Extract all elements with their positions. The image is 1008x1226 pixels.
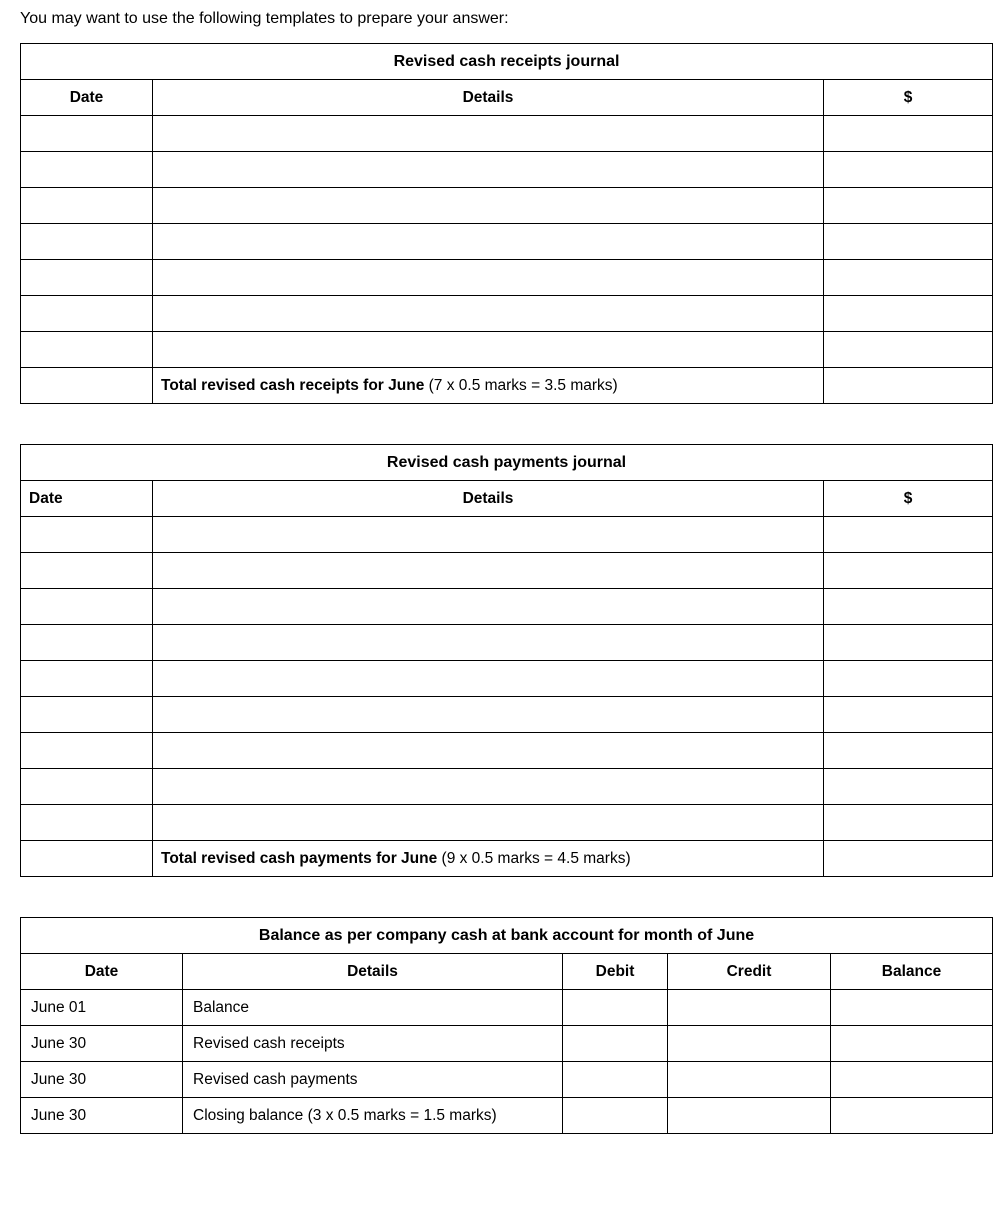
empty-row (21, 332, 993, 368)
empty-cell (21, 260, 153, 296)
empty-row (21, 661, 993, 697)
payments-empty-rows (21, 517, 993, 841)
empty-row (21, 188, 993, 224)
empty-cell (153, 589, 824, 625)
balance-title-row (21, 918, 993, 954)
balance-row-debit (563, 1026, 668, 1062)
spacer (20, 877, 992, 917)
balance-row-balance (831, 990, 993, 1026)
empty-cell (21, 553, 153, 589)
empty-cell (153, 769, 824, 805)
balance-row-credit (668, 1062, 831, 1098)
empty-cell (21, 296, 153, 332)
empty-cell (21, 805, 153, 841)
balance-table (20, 917, 993, 1134)
balance-table-title: Balance as per company cash at bank account for month of June (21, 918, 993, 954)
balance-row-balance (831, 1098, 993, 1134)
balance-row-details: Balance (183, 990, 563, 1026)
empty-cell (153, 116, 824, 152)
balance-row-credit (668, 990, 831, 1026)
balance-header-debit: Debit (563, 954, 668, 990)
empty-cell (153, 188, 824, 224)
empty-cell (21, 332, 153, 368)
receipts-total-date-cell (21, 368, 153, 404)
empty-row (21, 589, 993, 625)
empty-cell (824, 589, 993, 625)
intro-text: You may want to use the following templates to prepare your answer: (20, 10, 509, 27)
balance-row-date: June 30 (21, 1098, 183, 1134)
balance-row-debit (563, 1098, 668, 1134)
payments-table-title: Revised cash payments journal (21, 445, 993, 481)
payments-header-row (21, 481, 993, 517)
receipts-empty-rows (21, 116, 993, 368)
empty-cell (824, 553, 993, 589)
empty-cell (824, 517, 993, 553)
receipts-total-row (21, 368, 993, 404)
receipts-header-date: Date (21, 80, 153, 116)
empty-cell (153, 332, 824, 368)
empty-cell (153, 733, 824, 769)
empty-cell (21, 188, 153, 224)
payments-total-amount-cell (824, 841, 993, 877)
empty-row (21, 224, 993, 260)
balance-row-date: June 01 (21, 990, 183, 1026)
empty-row (21, 697, 993, 733)
empty-cell (824, 332, 993, 368)
empty-cell (21, 152, 153, 188)
empty-cell (21, 661, 153, 697)
empty-row (21, 805, 993, 841)
empty-row (21, 116, 993, 152)
receipts-header-details: Details (153, 80, 824, 116)
payments-total-row (21, 841, 993, 877)
balance-row-date: June 30 (21, 1026, 183, 1062)
empty-cell (153, 805, 824, 841)
receipts-total-marks: (7 x 0.5 marks = 3.5 marks) (424, 376, 618, 394)
balance-row-balance (831, 1026, 993, 1062)
payments-total-details-cell (153, 841, 824, 877)
payments-journal-table (20, 444, 993, 877)
balance-header-row (21, 954, 993, 990)
balance-header-balance: Balance (831, 954, 993, 990)
empty-cell (824, 224, 993, 260)
empty-cell (153, 697, 824, 733)
receipts-header-row (21, 80, 993, 116)
table-row (21, 990, 993, 1026)
empty-row (21, 152, 993, 188)
empty-cell (153, 152, 824, 188)
balance-row-details: Closing balance (3 x 0.5 marks = 1.5 marks) (183, 1098, 563, 1134)
receipts-header-amount: $ (824, 80, 993, 116)
empty-cell (824, 769, 993, 805)
payments-total-label: Total revised cash payments for June (161, 849, 438, 867)
empty-cell (153, 661, 824, 697)
empty-cell (21, 224, 153, 260)
empty-row (21, 625, 993, 661)
empty-cell (153, 553, 824, 589)
empty-cell (21, 769, 153, 805)
empty-cell (153, 224, 824, 260)
receipts-table-title: Revised cash receipts journal (21, 44, 993, 80)
empty-cell (824, 152, 993, 188)
balance-row-details: Revised cash payments (183, 1062, 563, 1098)
empty-cell (153, 260, 824, 296)
empty-cell (824, 805, 993, 841)
balance-header-details: Details (183, 954, 563, 990)
empty-cell (824, 116, 993, 152)
empty-cell (153, 296, 824, 332)
empty-row (21, 769, 993, 805)
receipts-total-details-cell (153, 368, 824, 404)
balance-row-details: Revised cash receipts (183, 1026, 563, 1062)
empty-row (21, 553, 993, 589)
receipts-total-amount-cell (824, 368, 993, 404)
empty-cell (153, 625, 824, 661)
payments-header-amount: $ (824, 481, 993, 517)
empty-row (21, 296, 993, 332)
receipts-journal-table (20, 43, 993, 404)
empty-row (21, 517, 993, 553)
empty-cell (824, 661, 993, 697)
payments-total-date-cell (21, 841, 153, 877)
empty-cell (824, 296, 993, 332)
empty-cell (824, 260, 993, 296)
balance-header-date: Date (21, 954, 183, 990)
empty-cell (21, 697, 153, 733)
spacer (20, 404, 992, 444)
balance-row-credit (668, 1026, 831, 1062)
payments-total-marks: (9 x 0.5 marks = 4.5 marks) (437, 849, 631, 867)
empty-cell (824, 188, 993, 224)
table-row (21, 1062, 993, 1098)
empty-cell (21, 625, 153, 661)
receipts-total-label: Total revised cash receipts for June (161, 376, 425, 394)
balance-row-date: June 30 (21, 1062, 183, 1098)
balance-header-credit: Credit (668, 954, 831, 990)
empty-cell (824, 733, 993, 769)
payments-header-details: Details (153, 481, 824, 517)
empty-row (21, 260, 993, 296)
balance-row-credit (668, 1098, 831, 1134)
payments-header-date: Date (21, 481, 153, 517)
empty-cell (153, 517, 824, 553)
balance-row-debit (563, 990, 668, 1026)
receipts-title-row (21, 44, 993, 80)
balance-row-balance (831, 1062, 993, 1098)
empty-cell (21, 589, 153, 625)
empty-cell (824, 625, 993, 661)
empty-cell (21, 733, 153, 769)
empty-cell (21, 116, 153, 152)
balance-row-debit (563, 1062, 668, 1098)
table-row (21, 1026, 993, 1062)
table-row (21, 1098, 993, 1134)
empty-row (21, 733, 993, 769)
empty-cell (21, 517, 153, 553)
empty-cell (824, 697, 993, 733)
payments-title-row (21, 445, 993, 481)
